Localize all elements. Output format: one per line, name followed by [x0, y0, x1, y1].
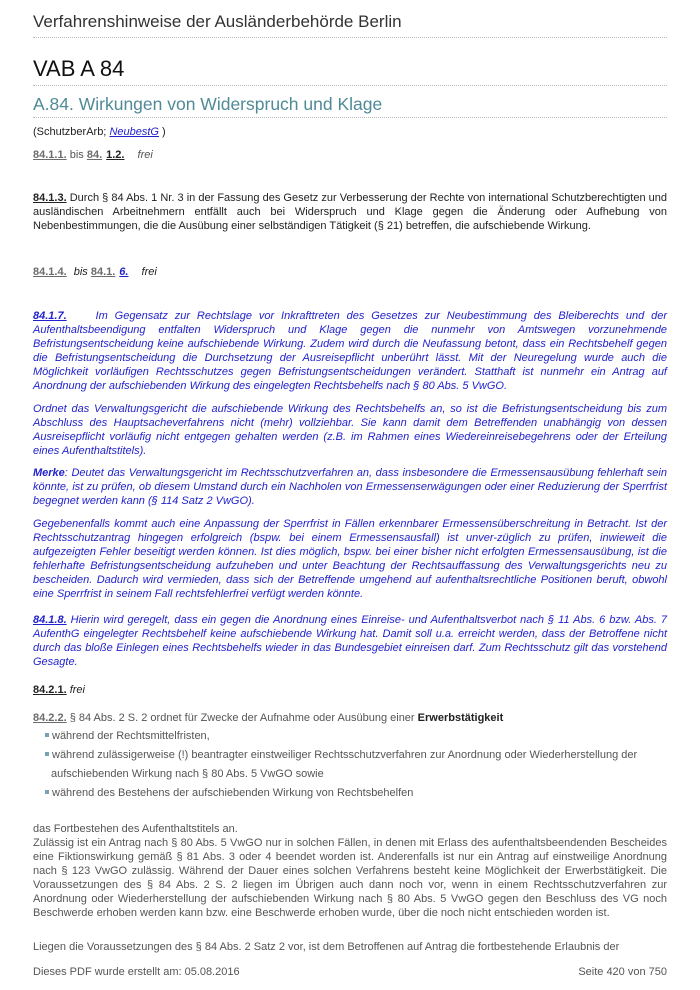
frei-text: frei	[141, 266, 157, 278]
paragraph-ordnet: Ordnet das Verwaltungsgericht die aufschiebende Wirkung des Rechtsbehelfs an, so ist die Befristungsentscheidung bis zum Abschluss des Hauptsacheverfahrens nicht (mehr) vollziehbar. Sie kann damit dem Betreffenden unabhängig von dessen Ausreisepflicht vorläufig nicht entgegen gehalten werden (z.B. im Rahmen eines Wiedereinreisebegehrens oder der Erteilung eines Aufenthaltstitels).	[33, 403, 667, 457]
bullet-icon	[45, 790, 49, 794]
paragraph-fortbestehen-line: das Fortbestehen des Aufenthaltstitels an.	[33, 823, 238, 835]
document-page	[33, 0, 667, 990]
ref-84-2-1-link[interactable]: 84.2.1.	[33, 684, 67, 696]
paragraph-liegen: Liegen die Voraussetzungen des § 84 Abs. 2 Satz 2 vor, ist dem Betroffenen auf Antrag die fortbestehende Erlaubnis der	[33, 941, 620, 953]
list-item: während des Bestehens der aufschiebenden Wirkung von Rechtsbehelfen	[45, 784, 667, 803]
paragraph-gegebenenfalls: Gegebenenfalls kommt auch eine Anpassung der Sperrfrist in Fällen erkennbarer Ermessensüberschreitung in Betracht. Ist der Rechtsschutzantrag hingegen erfolgreich (bspw. bei einem Ermessensausfall) ist unver-züglich zu prüfen, inwieweit die aufgezeigten Fehler beseitigt werden können. Ist dies möglich, bspw. bei einer bisher nicht erfolgten Ermessensausübung, ist die fehlerhafte Befristungsentscheidung aufzuheben und unter Beachtung der Rechtsauffassung des Verwaltungsgerichts neu zu bescheiden. Dadurch wird vermieden, dass sich der Betreffende umgehend auf aufenthaltsrechtliche Positionen beruft, obwohl eine Sperrfrist in seinem Fall rechtsfehlerfrei verfügt werden könnte.	[33, 518, 667, 600]
frei-text: frei	[137, 149, 153, 161]
ref-84-2-2-link[interactable]: 84.2.2.	[33, 712, 67, 724]
document-code: VAB A 84	[33, 56, 125, 81]
ref-84-1-link[interactable]: 84.1.	[90, 266, 116, 278]
paragraph-84-1-8-text: Hierin wird geregelt, dass ein gegen die Anordnung eines Einreise- und Aufenthaltsverbot nach § 11 Abs. 6 bzw. Abs. 7 AufenthG eingelegter Rechtsbehelf keine aufschiebende Wirkung hat. Damit soll u.a. erreicht werden, dass der Betroffene nicht durch das bloße Einlegen eines Rechtsbehelfs wieder in das Bundesgebiet einreisen darf. Zum Rechtsschutz gilt das vorstehend Gesagte.	[33, 614, 667, 668]
paragraph-84-1-3	[33, 191, 667, 233]
merke-label: Merke	[33, 467, 65, 479]
paragraph-84-1-1	[33, 148, 667, 162]
list-item: während zulässigerweise (!) beantragter einstweiliger Rechtsschutzverfahren zur Anordnung oder Wiederherstellung der	[45, 746, 667, 765]
paragraph-84-2-1	[33, 683, 667, 697]
ref-84-1-4-link[interactable]: 84.1.4.	[33, 266, 67, 278]
ref-84-link[interactable]: 84.	[86, 149, 103, 161]
paragraph-84-2-2	[33, 711, 667, 725]
sources-close: )	[162, 126, 166, 138]
list-item: während der Rechtsmittelfristen,	[45, 727, 667, 746]
sources-line	[33, 125, 667, 139]
ref-6-link[interactable]: 6.	[119, 266, 129, 278]
bis-text: bis	[69, 149, 84, 161]
header-divider	[33, 37, 667, 38]
ref-1-2-link[interactable]: 1.2.	[106, 149, 125, 161]
paragraph-84-1-3-text: Durch § 84 Abs. 1 Nr. 3 in der Fassung des Gesetz zur Verbesserung der Rechte von international Schutzberechtigten und ausländischen Arbeitnehmern entfällt auch bei Widerspruch und Klage gegen die Änderung oder Aufhebung von Nebenbestimmungen, die die Ausübung einer selbständigen Tätigkeit (§ 21) betreffen, die aufschiebende Wirkung.	[33, 192, 668, 232]
paragraph-merke	[33, 466, 667, 508]
ref-84-1-3-link[interactable]: 84.1.3.	[33, 192, 67, 204]
neubestg-link[interactable]: NeubestG	[109, 126, 159, 138]
ref-84-1-1-link[interactable]: 84.1.1.	[33, 149, 67, 161]
ref-84-1-7-link[interactable]: 84.1.7.	[33, 310, 67, 322]
document-header-title: Verfahrenshinweise der Ausländerbehörde Berlin	[33, 12, 402, 31]
subtitle-divider	[33, 117, 667, 118]
bullet-icon	[45, 752, 49, 756]
paragraph-84-1-7-text: Im Gegensatz zur Rechtslage vor Inkrafttreten des Gesetzes zur Neubestimmung des Bleiberechts und der Aufenthaltsbeendigung entfalten Widerspruch und Klage gegen die nunmehr von Amtswegen vorzunehmende Befristungsentscheidung keine aufschiebende Wirkung. Zudem wird durch die Neufassung betont, dass ein Rechtsbehelf gegen die Befristungsentscheidung die Durchsetzung der Ausreisepflicht unberührt lässt. Mit der Neuregelung wurde auch die Möglichkeit vorläufigen Rechtsschutzes gegen Befristungsentscheidungen verändert. Statthaft ist nunmehr ein Antrag auf Anordnung der aufschiebenden Wirkung des eingelegten Rechtsbehelfs nach § 80 Abs. 5 VwGO.	[33, 310, 667, 392]
paragraph-84-1-7	[33, 309, 667, 393]
paragraph-zulaessig: Zulässig ist ein Antrag nach § 80 Abs. 5 VwGO nur in solchen Fällen, in denen mit Erlass des aufenthaltsbeendenden Bescheides eine Fiktionswirkung gemäß § 81 Abs. 3 oder 4 beendet worden ist. Anderenfalls ist nur ein Antrag auf einstweilige Anordnung nach § 123 VwGO zulässig. Während der Dauer eines solchen Verfahrens besteht keine Möglichkeit der Erwerbstätigkeit. Die Voraussetzungen des § 84 Abs. 2 S. 2 liegen im Übrigen auch dann noch vor, wenn in einem Rechtsschutzverfahren zur Anordnung oder Wiederherstellung der aufschiebenden Wirkung nach § 80 Abs. 5 VwGO gegen den Beschluss des VG noch Beschwerde erhoben werden kann bzw. eine Beschwerde erhoben wurde, über die noch nicht entschieden worden ist.	[33, 837, 667, 919]
sources-label: (SchutzberArb;	[33, 126, 107, 138]
footer-page-number: Seite 420 von 750	[578, 966, 667, 978]
ref-84-1-8-link[interactable]: 84.1.8.	[33, 614, 67, 626]
paragraph-84-1-4	[33, 265, 667, 279]
bis-text: bis	[73, 266, 88, 278]
erwerbstaetigkeit-bold: Erwerbstätigkeit	[417, 712, 504, 724]
footer-created-date: Dieses PDF wurde erstellt am: 05.08.2016	[33, 966, 240, 978]
frei-text: frei	[69, 684, 85, 696]
section-title: A.84. Wirkungen von Widerspruch und Klage	[33, 94, 383, 114]
bullet-list	[45, 727, 667, 803]
paragraph-84-1-8	[33, 613, 667, 669]
merke-text: : Deutet das Verwaltungsgericht im Rechtsschutzverfahren an, dass insbesondere die Ermessensausübung fehlerhaft sein könnte, ist zu prüfen, ob diesem Umstand durch ein Nachholen von Ermessenserwägungen oder einer Reduzierung der Sperrfrist begegnet werden kann (§ 114 Satz 2 VwGO).	[33, 467, 667, 507]
title-divider	[33, 85, 667, 86]
bullet-icon	[45, 733, 49, 737]
list-item-continuation: aufschiebenden Wirkung nach § 80 Abs. 5 VwGO sowie	[51, 768, 324, 780]
paragraph-84-2-2-text: § 84 Abs. 2 S. 2 ordnet für Zwecke der Aufnahme oder Ausübung einer	[69, 712, 415, 724]
